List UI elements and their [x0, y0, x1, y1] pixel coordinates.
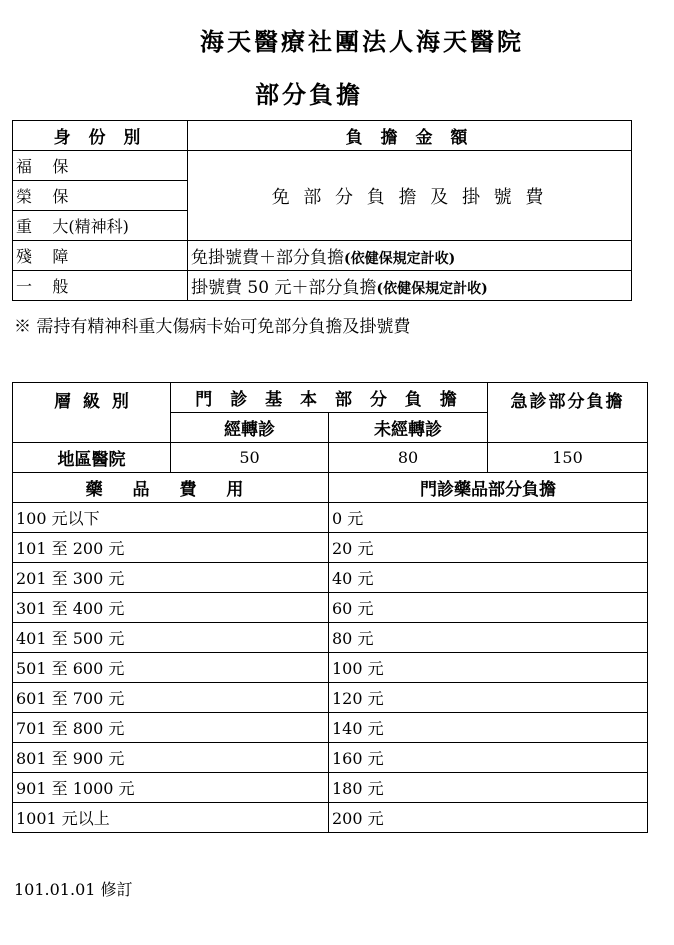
copay-level-table — [12, 382, 648, 833]
subheader-referred: 經轉診 — [171, 413, 329, 443]
identity-cell: 榮 保 — [13, 181, 188, 211]
drug-cost-cell: 701 至 800 元 — [13, 713, 329, 743]
amount-note: (依健保規定計收) — [376, 281, 488, 297]
drug-rows — [13, 503, 648, 833]
table-row — [13, 151, 632, 181]
header-amount: 負 擔 金 額 — [188, 121, 632, 151]
amount-cell — [188, 271, 632, 301]
drug-cost-cell: 100 元以下 — [13, 503, 329, 533]
exempt-amount-cell: 免 部 分 負 擔 及 掛 號 費 — [188, 151, 632, 241]
drug-copay-cell: 180 元 — [329, 773, 648, 803]
page-subtitle: 部分負擔 — [255, 80, 363, 109]
table-header-row — [13, 121, 632, 151]
table-row — [13, 503, 648, 533]
drug-copay-cell: 120 元 — [329, 683, 648, 713]
emergency-value: 150 — [488, 443, 648, 473]
identity-cell: 殘 障 — [13, 241, 188, 271]
drug-copay-cell: 140 元 — [329, 713, 648, 743]
page-title: 海天醫療社團法人海天醫院 — [200, 27, 524, 56]
drug-cost-cell: 201 至 300 元 — [13, 563, 329, 593]
table-row — [13, 533, 648, 563]
drug-cost-cell: 801 至 900 元 — [13, 743, 329, 773]
subheader-not-referred: 未經轉診 — [329, 413, 488, 443]
header-outpatient: 門 診 基 本 部 分 負 擔 — [171, 383, 488, 413]
drug-cost-cell: 601 至 700 元 — [13, 683, 329, 713]
table-row — [13, 563, 648, 593]
drug-header-row — [13, 473, 648, 503]
drug-copay-cell: 0 元 — [329, 503, 648, 533]
table-row — [13, 623, 648, 653]
revision-date: 101.01.01 修訂 — [14, 880, 133, 899]
table-row — [13, 443, 648, 473]
header-level: 層 級 別 — [13, 383, 171, 443]
hospital-name: 地區醫院 — [13, 443, 171, 473]
drug-cost-cell: 401 至 500 元 — [13, 623, 329, 653]
referred-value: 50 — [171, 443, 329, 473]
table-row — [13, 241, 632, 271]
table-row — [13, 803, 648, 833]
note-text: ※ 需持有精神科重大傷病卡始可免部分負擔及掛號費 — [14, 317, 411, 337]
header-emergency: 急診部分負擔 — [488, 383, 648, 443]
drug-cost-cell: 101 至 200 元 — [13, 533, 329, 563]
table-row — [13, 683, 648, 713]
table-row — [13, 271, 632, 301]
amount-cell — [188, 241, 632, 271]
drug-cost-cell: 301 至 400 元 — [13, 593, 329, 623]
table-row — [13, 593, 648, 623]
identity-copay-table — [12, 120, 632, 301]
drug-copay-cell: 80 元 — [329, 623, 648, 653]
drug-cost-cell: 501 至 600 元 — [13, 653, 329, 683]
table-row — [13, 773, 648, 803]
drug-copay-cell: 160 元 — [329, 743, 648, 773]
identity-cell: 福 保 — [13, 151, 188, 181]
drug-copay-cell: 20 元 — [329, 533, 648, 563]
amount-main: 免掛號費＋部分負擔 — [191, 248, 344, 268]
drug-copay-cell: 100 元 — [329, 653, 648, 683]
drug-header-cost: 藥 品 費 用 — [13, 473, 329, 503]
amount-note: (依健保規定計收) — [344, 251, 456, 267]
table-row — [13, 713, 648, 743]
amount-main: 掛號費 50 元＋部分負擔 — [191, 278, 377, 298]
identity-cell: 一 般 — [13, 271, 188, 301]
drug-cost-cell: 901 至 1000 元 — [13, 773, 329, 803]
table-row — [13, 743, 648, 773]
drug-cost-cell: 1001 元以上 — [13, 803, 329, 833]
table-header-row — [13, 383, 648, 413]
identity-cell: 重 大(精神科) — [13, 211, 188, 241]
table-row — [13, 653, 648, 683]
header-identity: 身 份 別 — [13, 121, 188, 151]
drug-copay-cell: 200 元 — [329, 803, 648, 833]
drug-copay-cell: 40 元 — [329, 563, 648, 593]
drug-copay-cell: 60 元 — [329, 593, 648, 623]
not-referred-value: 80 — [329, 443, 488, 473]
drug-header-copay: 門診藥品部分負擔 — [329, 473, 648, 503]
